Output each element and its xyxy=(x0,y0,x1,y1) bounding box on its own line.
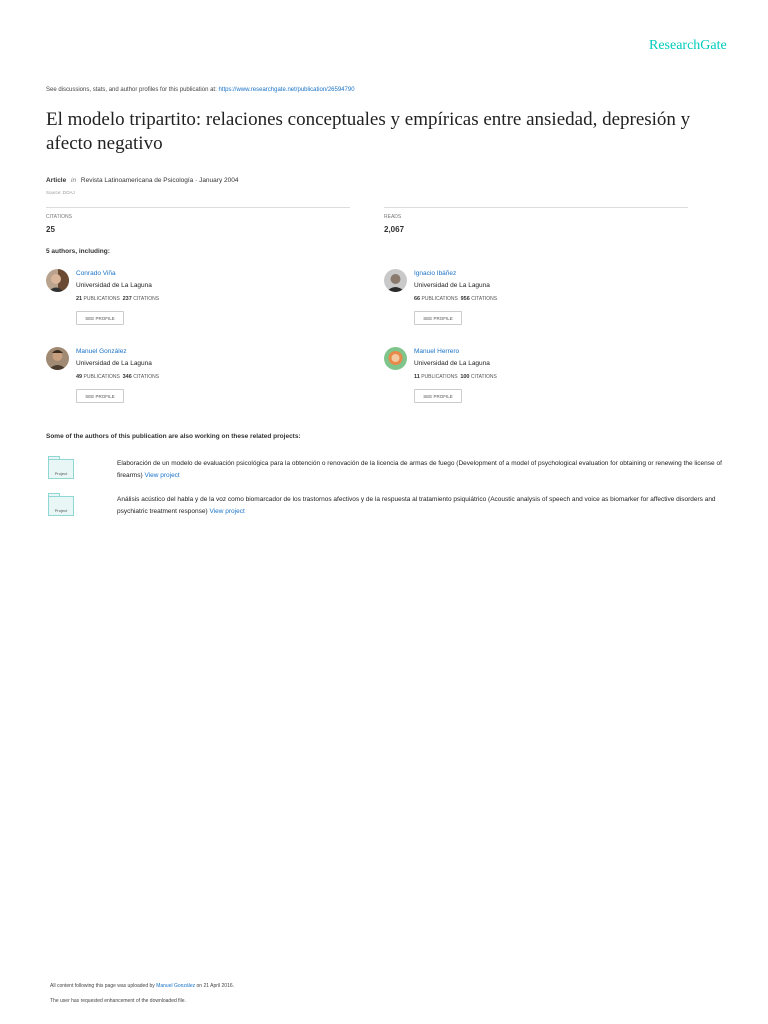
author-institution: Universidad de La Laguna xyxy=(76,360,152,367)
author-citations-label: CITATIONS xyxy=(133,374,160,380)
upload-prefix: All content following this page was uploaded by xyxy=(50,983,155,989)
author-institution: Universidad de La Laguna xyxy=(414,282,490,289)
see-profile-button[interactable]: SEE PROFILE xyxy=(76,389,124,403)
article-in: in xyxy=(71,177,77,184)
citations-divider xyxy=(46,207,350,208)
citations-label: CITATIONS xyxy=(46,214,72,220)
view-project-link[interactable]: View project xyxy=(209,508,245,515)
author-name[interactable]: Conrado Viña xyxy=(76,270,116,277)
publications-label: PUBLICATIONS xyxy=(421,374,458,380)
publication-url-link[interactable]: https://www.researchgate.net/publication/26594790 xyxy=(218,87,355,93)
project-icon-label: Project xyxy=(54,471,68,476)
avatar[interactable] xyxy=(384,347,407,370)
author-card xyxy=(46,269,346,329)
author-citations-count: 237 xyxy=(122,296,132,302)
article-type: Article xyxy=(46,177,67,184)
avatar[interactable] xyxy=(46,347,69,370)
reads-count: 2,067 xyxy=(384,225,405,234)
publications-count: 11 xyxy=(414,374,420,380)
project-item xyxy=(117,458,727,482)
publications-count: 66 xyxy=(414,296,421,302)
project-icon-label: Project xyxy=(54,508,68,513)
citations-count: 25 xyxy=(46,225,55,234)
author-citations-count: 346 xyxy=(122,374,132,380)
related-projects-heading: Some of the authors of this publication are also working on these related projects: xyxy=(46,433,301,440)
publication-link-line xyxy=(46,87,355,93)
author-citations-label: CITATIONS xyxy=(470,374,497,380)
author-card xyxy=(384,269,684,329)
publication-title: El modelo tripartito: relaciones conceptuales y empíricas entre ansiedad, depresión y afecto negativo xyxy=(46,109,691,154)
upload-suffix: on 21 April 2016. xyxy=(196,983,235,989)
avatar[interactable] xyxy=(46,269,69,292)
project-title: Análisis acústico del habla y de la voz como biomarcador de los trastornos afectivos y de la respuesta al tratamiento psiquiátrico (Acoustic analysis of speech and voice as biomarker for affective disorders and psychiatric treatment response) xyxy=(117,496,716,515)
publications-count: 49 xyxy=(76,374,83,380)
researchgate-logo[interactable]: ResearchGate xyxy=(649,38,727,53)
author-citations-label: CITATIONS xyxy=(133,296,160,302)
author-card xyxy=(46,347,346,407)
article-meta xyxy=(46,177,238,184)
authors-heading: 5 authors, including: xyxy=(46,248,110,255)
reads-label: READS xyxy=(384,214,402,220)
author-citations-count: 100 xyxy=(460,374,470,380)
author-name[interactable]: Manuel González xyxy=(76,348,127,355)
publications-label: PUBLICATIONS xyxy=(421,296,458,302)
author-stats xyxy=(76,296,159,302)
author-institution: Universidad de La Laguna xyxy=(414,360,490,367)
upload-notice xyxy=(50,983,234,989)
author-name[interactable]: Manuel Herrero xyxy=(414,348,460,355)
author-stats xyxy=(414,374,497,380)
see-discussions-text: See discussions, stats, and author profiles for this publication at: xyxy=(46,87,217,93)
author-name[interactable]: Ignacio Ibáñez xyxy=(414,270,457,277)
author-stats xyxy=(76,374,159,380)
enhancement-notice: The user has requested enhancement of the downloaded file. xyxy=(50,998,186,1004)
project-folder-icon[interactable] xyxy=(48,496,74,516)
see-profile-button[interactable]: SEE PROFILE xyxy=(414,311,462,325)
publications-label: PUBLICATIONS xyxy=(83,296,120,302)
see-profile-button[interactable]: SEE PROFILE xyxy=(76,311,124,325)
publications-count: 21 xyxy=(76,296,83,302)
journal-date: Revista Latinoamericana de Psicología · January 2004 xyxy=(80,177,239,184)
view-project-link[interactable]: View project xyxy=(144,472,180,479)
author-card xyxy=(384,347,684,407)
see-profile-button[interactable]: SEE PROFILE xyxy=(414,389,462,403)
project-item xyxy=(117,494,727,518)
project-folder-icon[interactable] xyxy=(48,459,74,479)
author-stats xyxy=(414,296,497,302)
publications-label: PUBLICATIONS xyxy=(83,374,120,380)
uploader-link[interactable]: Manuel González xyxy=(156,983,196,989)
author-citations-label: CITATIONS xyxy=(471,296,498,302)
project-title: Elaboración de un modelo de evaluación psicológica para la obtención o renovación de la licencia de armas de fuego (Development of a model of psychological evaluation for obtaining or renewing the license of firearms) xyxy=(117,460,722,479)
reads-divider xyxy=(384,207,688,208)
article-source: Source: DOAJ xyxy=(46,190,75,195)
avatar[interactable] xyxy=(384,269,407,292)
author-institution: Universidad de La Laguna xyxy=(76,282,152,289)
author-citations-count: 956 xyxy=(460,296,470,302)
